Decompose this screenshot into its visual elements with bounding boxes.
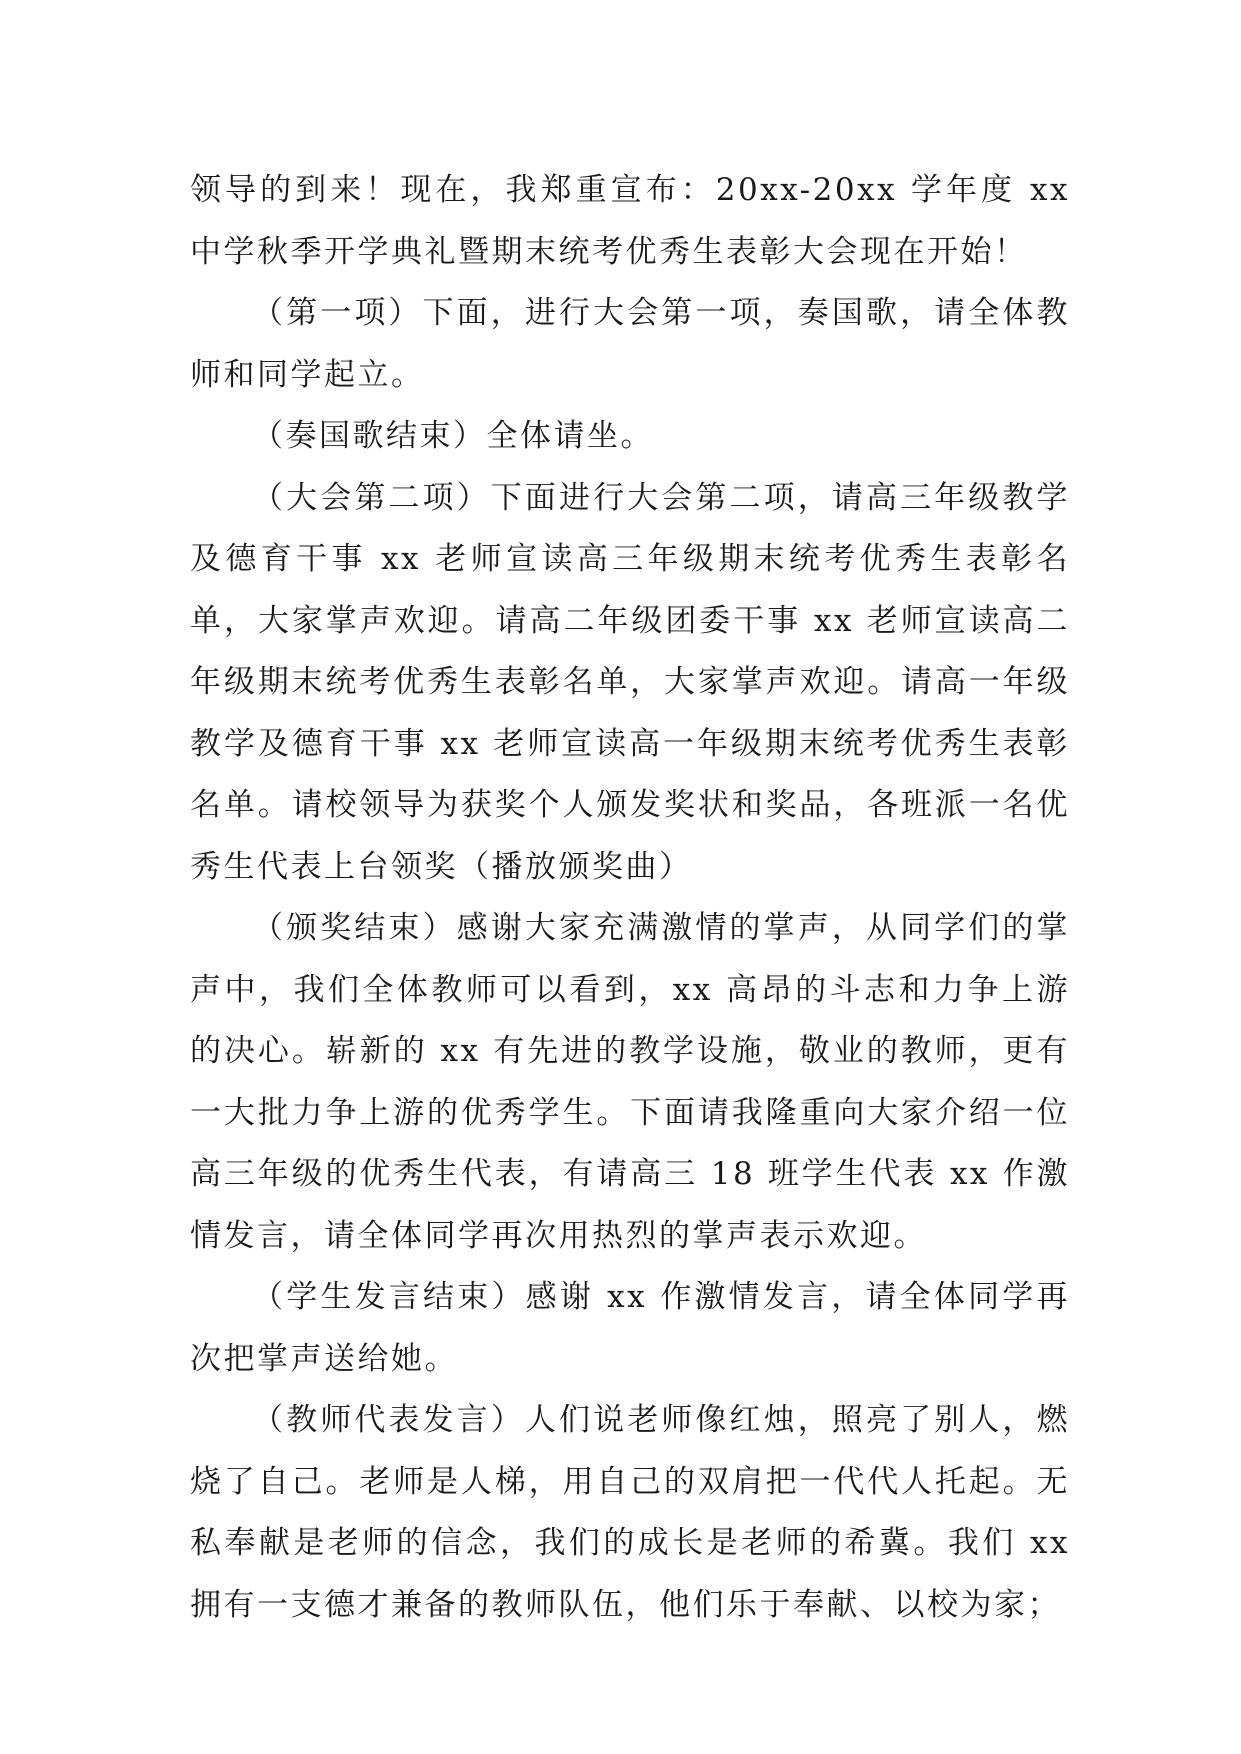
paragraph-award-end: （颁奖结束）感谢大家充满激情的掌声，从同学们的掌声中，我们全体教师可以看到，xx 高昂的斗志和力争上游的决心。崭新的 xx 有先进的教学设施，敬业的教师，更有一大批力争上游的优秀学生。下面请我隆重向大家介绍一位高三年级的优秀生代表，有请高三 18 班学生代表 xx 作激情发言，请全体同学再次用热烈的掌声表示欢迎。 (190, 910, 1070, 1254)
paragraph-anthem-end: （奏国歌结束）全体请坐。 (252, 418, 654, 454)
paragraph-item-one: （第一项）下面，进行大会第一项，奏国歌，请全体教师和同学起立。 (190, 295, 1070, 393)
paragraph-item-two: （大会第二项）下面进行大会第二项，请高三年级教学及德育干事 xx 老师宣读高三年级期末统考优秀生表彰名单，大家掌声欢迎。请高二年级团委干事 xx 老师宣读高二年级期末统考优秀生表彰名单，大家掌声欢迎。请高一年级教学及德育干事 xx 老师宣读高一年级期末统考优秀生表彰名单。请校领导为获奖个人颁发奖状和奖品，各班派一名优秀生代表上台领奖（播放颁奖曲） (190, 479, 1070, 885)
paragraph-teacher-speech: （教师代表发言）人们说老师像红烛，照亮了别人，燃烧了自己。老师是人梯，用自己的双肩把一代代人托起。无私奉献是老师的信念，我们的成长是老师的希冀。我们 xx 拥有一支德才兼备的教师队伍，他们乐于奉献、以校为家； (190, 1402, 1070, 1623)
document-page (190, 160, 1070, 1636)
paragraph-student-speech-end: （学生发言结束）感谢 xx 作激情发言，请全体同学再次把掌声送给她。 (190, 1279, 1070, 1377)
paragraph-opening: 领导的到来！现在，我郑重宣布：20xx-20xx 学年度 xx 中学秋季开学典礼暨期末统考优秀生表彰大会现在开始！ (190, 172, 1070, 270)
